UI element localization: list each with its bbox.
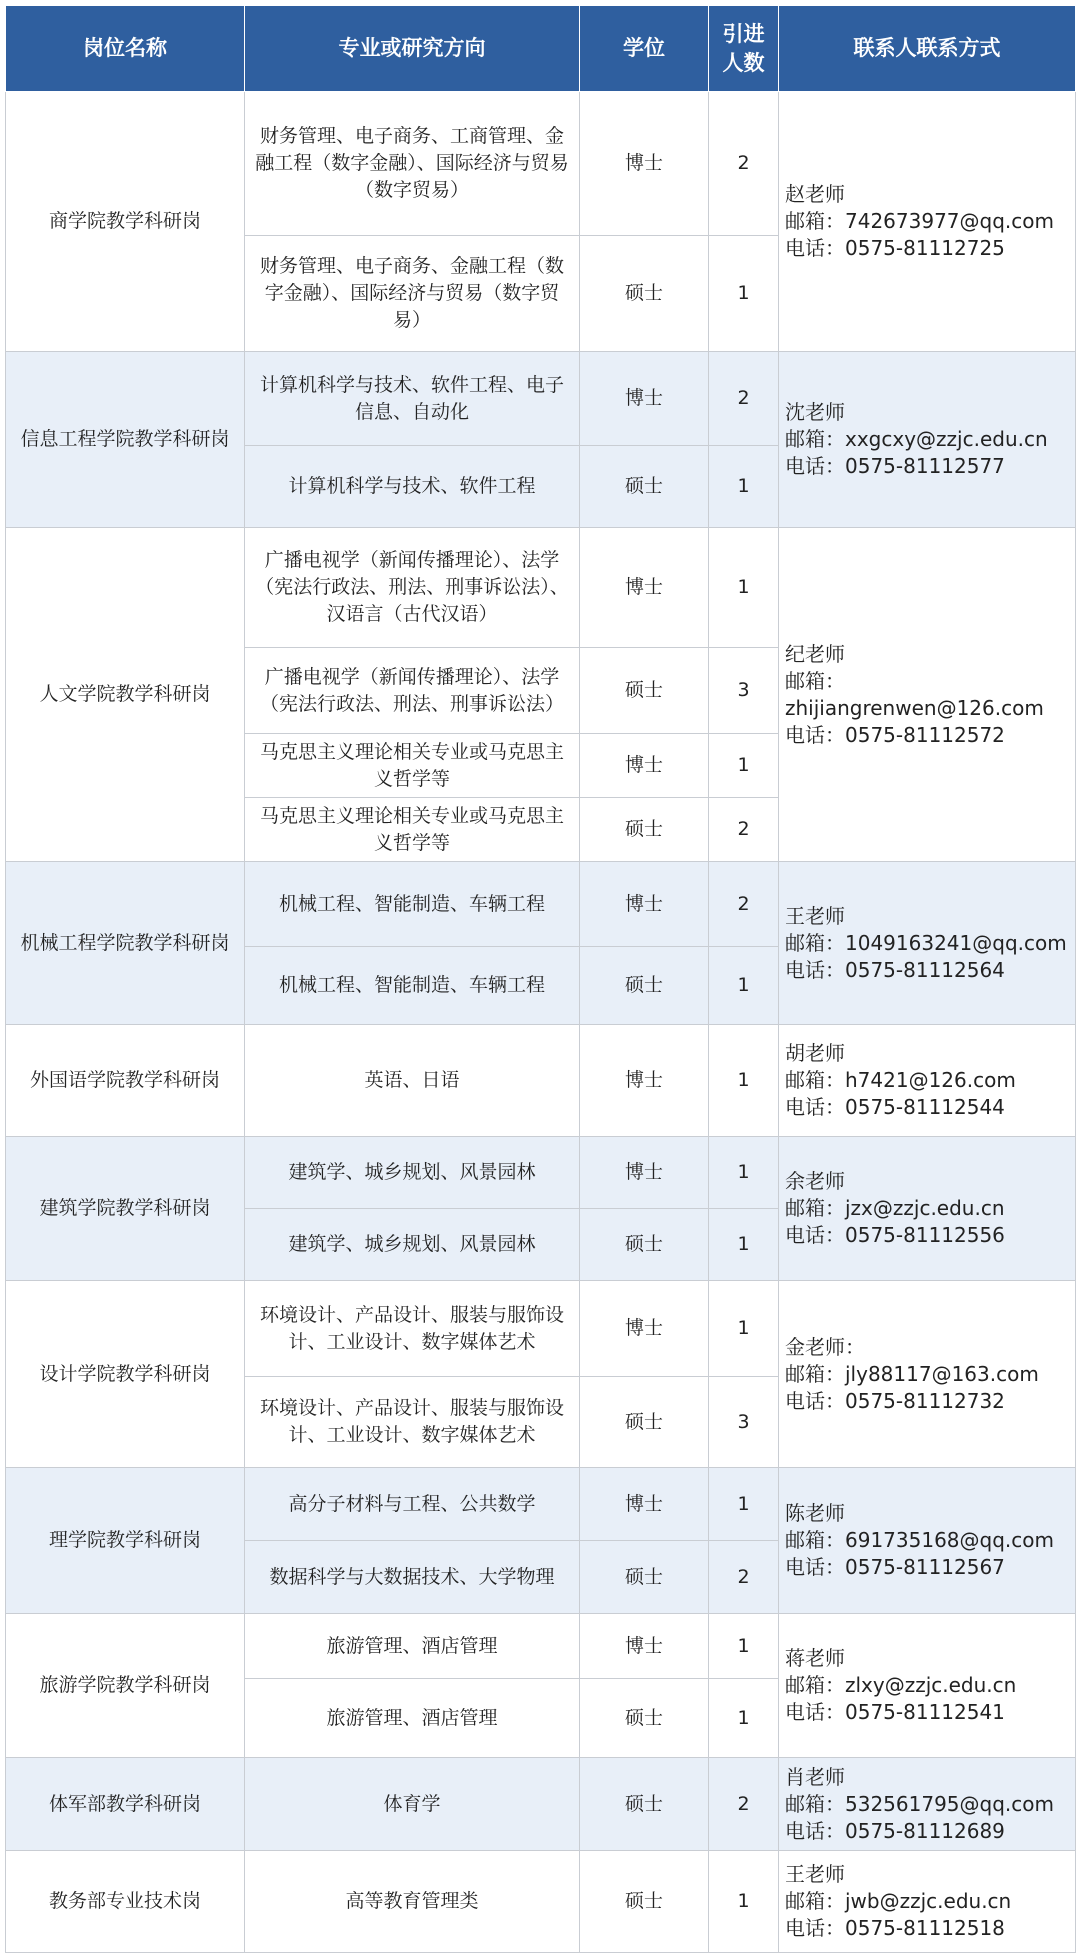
contact-cell [779, 352, 1076, 528]
contact-name: 余老师 [785, 1169, 845, 1193]
contact-name: 蒋老师 [785, 1646, 845, 1670]
contact-cell [779, 1025, 1076, 1137]
major-cell: 高分子材料与工程、公共数学 [245, 1468, 580, 1541]
major-cell: 英语、日语 [245, 1025, 580, 1137]
degree-cell: 硕士 [580, 1679, 709, 1758]
major-cell: 环境设计、产品设计、服装与服饰设计、工业设计、数字媒体艺术 [245, 1377, 580, 1468]
contact-email: zhijiangrenwen@126.com [785, 695, 1044, 720]
degree-cell: 硕士 [580, 446, 709, 528]
count-cell: 1 [709, 1025, 779, 1137]
contact-phone: 电话：0575-81112732 [785, 1388, 1005, 1413]
contact-email-label: 邮箱： [785, 668, 845, 693]
header-post: 岗位名称 [6, 6, 245, 92]
table-row [6, 1025, 1076, 1137]
count-cell: 1 [709, 1209, 779, 1281]
contact-phone: 电话：0575-81112564 [785, 957, 1005, 982]
contact-cell [779, 92, 1076, 352]
table-row [6, 1281, 1076, 1377]
header-count: 引进人数 [709, 6, 779, 92]
contact-email: 邮箱：jwb@zzjc.edu.cn [785, 1889, 1012, 1913]
contact-name: 沈老师 [785, 400, 845, 424]
major-cell: 计算机科学与技术、软件工程 [245, 446, 580, 528]
count-cell: 1 [709, 734, 779, 798]
contact-name: 王老师 [785, 1862, 845, 1886]
contact-email: 邮箱：691735168@qq.com [785, 1528, 1054, 1552]
count-cell: 1 [709, 528, 779, 648]
contact-cell [779, 528, 1076, 862]
post-cell: 设计学院教学科研岗 [6, 1281, 245, 1468]
contact-cell [779, 1468, 1076, 1614]
header-major: 专业或研究方向 [245, 6, 580, 92]
contact-phone: 电话：0575-81112556 [785, 1223, 1005, 1247]
header-degree: 学位 [580, 6, 709, 92]
table-header-row [6, 6, 1076, 92]
table-row [6, 1614, 1076, 1679]
contact-phone: 电话：0575-81112725 [785, 236, 1005, 260]
contact-cell [779, 1614, 1076, 1758]
table-row [6, 1137, 1076, 1209]
post-cell: 人文学院教学科研岗 [6, 528, 245, 862]
contact-cell [779, 862, 1076, 1025]
post-cell: 教务部专业技术岗 [6, 1851, 245, 1953]
major-cell: 旅游管理、酒店管理 [245, 1614, 580, 1679]
major-cell: 机械工程、智能制造、车辆工程 [245, 947, 580, 1025]
count-cell: 1 [709, 1137, 779, 1209]
contact-phone: 电话：0575-81112518 [785, 1916, 1005, 1940]
degree-cell: 博士 [580, 528, 709, 648]
count-cell: 1 [709, 1468, 779, 1541]
degree-cell: 硕士 [580, 1851, 709, 1953]
contact-phone: 电话：0575-81112577 [785, 454, 1005, 478]
post-cell: 外国语学院教学科研岗 [6, 1025, 245, 1137]
table-row [6, 92, 1076, 236]
degree-cell: 博士 [580, 1281, 709, 1377]
major-cell: 马克思主义理论相关专业或马克思主义哲学等 [245, 798, 580, 862]
count-cell: 2 [709, 92, 779, 236]
contact-name: 胡老师 [785, 1041, 845, 1065]
post-cell: 商学院教学科研岗 [6, 92, 245, 352]
major-cell: 财务管理、电子商务、工商管理、金融工程（数字金融）、国际经济与贸易（数字贸易） [245, 92, 580, 236]
major-cell: 广播电视学（新闻传播理论）、法学（宪法行政法、刑法、刑事诉讼法） [245, 648, 580, 734]
degree-cell: 博士 [580, 1025, 709, 1137]
major-cell: 高等教育管理类 [245, 1851, 580, 1953]
post-cell: 信息工程学院教学科研岗 [6, 352, 245, 528]
major-cell: 环境设计、产品设计、服装与服饰设计、工业设计、数字媒体艺术 [245, 1281, 580, 1377]
post-cell: 机械工程学院教学科研岗 [6, 862, 245, 1025]
table-row [6, 352, 1076, 446]
degree-cell: 博士 [580, 1468, 709, 1541]
count-cell: 2 [709, 352, 779, 446]
post-cell: 体军部教学科研岗 [6, 1758, 245, 1851]
degree-cell: 硕士 [580, 236, 709, 352]
table-body [6, 92, 1076, 1953]
degree-cell: 硕士 [580, 1758, 709, 1851]
contact-name: 陈老师 [785, 1501, 845, 1525]
major-cell: 机械工程、智能制造、车辆工程 [245, 862, 580, 947]
count-cell: 3 [709, 648, 779, 734]
major-cell: 数据科学与大数据技术、大学物理 [245, 1541, 580, 1614]
header-contact: 联系人联系方式 [779, 6, 1076, 92]
post-cell: 旅游学院教学科研岗 [6, 1614, 245, 1758]
table-row [6, 528, 1076, 648]
major-cell: 财务管理、电子商务、金融工程（数字金融）、国际经济与贸易（数字贸易） [245, 236, 580, 352]
contact-email: 邮箱：xxgcxy@zzjc.edu.cn [785, 427, 1048, 451]
major-cell: 马克思主义理论相关专业或马克思主义哲学等 [245, 734, 580, 798]
major-cell: 广播电视学（新闻传播理论）、法学（宪法行政法、刑法、刑事诉讼法）、汉语言（古代汉语） [245, 528, 580, 648]
degree-cell: 硕士 [580, 648, 709, 734]
post-cell: 建筑学院教学科研岗 [6, 1137, 245, 1281]
major-cell: 建筑学、城乡规划、风景园林 [245, 1209, 580, 1281]
contact-name: 肖老师 [785, 1764, 845, 1789]
contact-phone: 电话：0575-81112567 [785, 1555, 1005, 1579]
count-cell: 1 [709, 947, 779, 1025]
contact-email: 邮箱：1049163241@qq.com [785, 930, 1067, 955]
table-row [6, 1851, 1076, 1953]
degree-cell: 博士 [580, 1137, 709, 1209]
count-cell: 1 [709, 236, 779, 352]
table-row [6, 1758, 1076, 1851]
count-cell: 3 [709, 1377, 779, 1468]
degree-cell: 硕士 [580, 1377, 709, 1468]
contact-name: 王老师 [785, 903, 845, 928]
contact-email: 邮箱：742673977@qq.com [785, 209, 1054, 233]
post-cell: 理学院教学科研岗 [6, 1468, 245, 1614]
contact-name: 纪老师 [785, 641, 845, 666]
degree-cell: 博士 [580, 352, 709, 446]
table-row [6, 1468, 1076, 1541]
contact-name: 金老师： [785, 1334, 865, 1359]
contact-cell [779, 1758, 1076, 1851]
contact-phone: 电话：0575-81112544 [785, 1095, 1005, 1119]
contact-email: 邮箱：zlxy@zzjc.edu.cn [785, 1673, 1017, 1697]
contact-email: 邮箱：jly88117@163.com [785, 1361, 1039, 1386]
contact-phone: 电话：0575-81112689 [785, 1818, 1005, 1843]
contact-name: 赵老师 [785, 182, 845, 206]
count-cell: 2 [709, 798, 779, 862]
major-cell: 体育学 [245, 1758, 580, 1851]
contact-cell [779, 1281, 1076, 1468]
degree-cell: 硕士 [580, 1541, 709, 1614]
degree-cell: 博士 [580, 862, 709, 947]
count-cell: 1 [709, 1281, 779, 1377]
degree-cell: 硕士 [580, 1209, 709, 1281]
count-cell: 1 [709, 1851, 779, 1953]
degree-cell: 博士 [580, 1614, 709, 1679]
major-cell: 计算机科学与技术、软件工程、电子信息、自动化 [245, 352, 580, 446]
major-cell: 旅游管理、酒店管理 [245, 1679, 580, 1758]
count-cell: 1 [709, 1614, 779, 1679]
contact-cell [779, 1851, 1076, 1953]
count-cell: 1 [709, 1679, 779, 1758]
contact-phone: 电话：0575-81112572 [785, 722, 1005, 747]
count-cell: 2 [709, 862, 779, 947]
count-cell: 1 [709, 446, 779, 528]
count-cell: 2 [709, 1541, 779, 1614]
major-cell: 建筑学、城乡规划、风景园林 [245, 1137, 580, 1209]
contact-email: 邮箱：532561795@qq.com [785, 1791, 1054, 1816]
contact-email: 邮箱：jzx@zzjc.edu.cn [785, 1196, 1005, 1220]
degree-cell: 博士 [580, 92, 709, 236]
degree-cell: 硕士 [580, 947, 709, 1025]
contact-cell [779, 1137, 1076, 1281]
degree-cell: 博士 [580, 734, 709, 798]
contact-phone: 电话：0575-81112541 [785, 1700, 1005, 1724]
count-cell: 2 [709, 1758, 779, 1851]
recruitment-table [5, 5, 1076, 1953]
table-row [6, 862, 1076, 947]
degree-cell: 硕士 [580, 798, 709, 862]
contact-email: 邮箱：h7421@126.com [785, 1068, 1016, 1092]
